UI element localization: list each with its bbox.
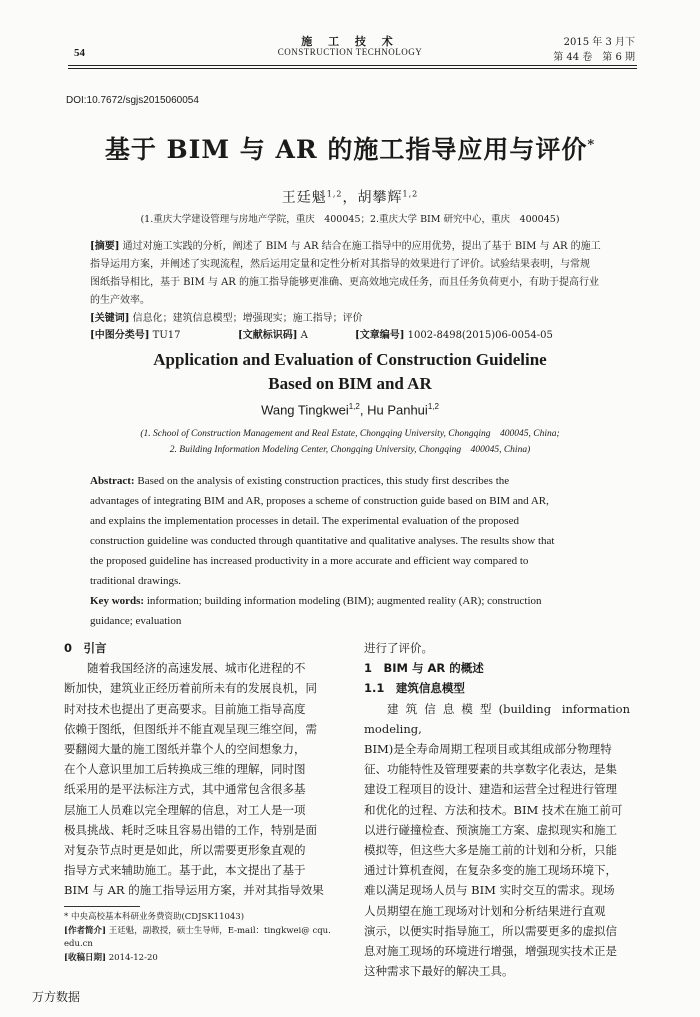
section-heading-1: 1 BIM 与 AR 的概述 (364, 661, 484, 676)
page-number: 54 (74, 47, 85, 59)
body-line: 指导方式来辅助施工。基于此，本文提出了基于 (64, 863, 306, 878)
authors-en: Wang Tingkwei$^{1,2}$, Hu Panhui$^{1,2}$ (261, 402, 439, 418)
section-heading-intro: 0 引言 (64, 641, 107, 655)
body-line: 随着我国经济的高速发展、城市化进程的不 (87, 661, 306, 676)
abstract-cn-line: [摘要] 通过对施工实践的分析，阐述了 BIM 与 AR 结合在施工指导中的应用优势，提出了基于 BIM 与 AR 的施工 (90, 241, 601, 252)
header-rule-thin (68, 68, 637, 69)
body-line: 和优化的过程、方法和技术。BIM 技术在施工前可 (364, 802, 623, 817)
body-line: 以进行碰撞检查、预演施工方案、虚拟现实和施工 (364, 822, 617, 837)
section-heading-1-1: 1.1 建筑信息模型 (364, 681, 465, 696)
title-cn (0, 130, 700, 166)
abstract-en-line: advantages of integrating BIM and AR, proposes a scheme of construction guide based on BIM and AR, (90, 495, 549, 507)
footnote-fund: * 中央高校基本科研业务费资助(CDJSK11043) (64, 912, 245, 922)
journal-name-cn: 施 工 技 术 (301, 35, 399, 48)
abstract-cn-label: [摘要] (90, 241, 120, 252)
abstract-en-line: the proposed guideline has increased productivity in a more accurate and efficient way compared to (90, 555, 529, 567)
wanfang-watermark: 万方数据 (32, 990, 81, 1004)
body-line: 进行了评价。 (364, 641, 433, 655)
body-line: 这种需求下最好的解决工具。 (364, 964, 514, 979)
footnote-rule (64, 906, 140, 907)
abstract-cn (90, 238, 615, 310)
body-line: 息对施工现场的环境进行增强，增强现实技术正是 (364, 944, 617, 959)
abstract-en-label: Abstract: (90, 475, 135, 487)
body-line: 演示，以便实时指导施工，所以需要更多的虚拟信 (364, 923, 617, 938)
body-line: 建筑信息模型(building information modeling, (364, 701, 630, 736)
keywords-cn (90, 310, 363, 328)
abstract-en-line: traditional drawings. (90, 575, 182, 587)
keywords-en-line: Key words: information; building information modeling (BIM); augmented reality (AR); construction (90, 595, 542, 607)
body-line: 人员期望在施工现场对计划和分析结果进行直观 (364, 903, 606, 918)
body-line: 依赖于图纸，但图纸并不能直观呈现三维空间，需 (64, 721, 317, 736)
affiliation-cn: (1.重庆大学建设管理与房地产学院，重庆 400045；2.重庆大学 BIM 研究中心，重庆 400045) (140, 214, 560, 225)
abstract-en (90, 471, 615, 631)
keywords-en-label: Key words: (90, 595, 145, 607)
abstract-en-line: construction guideline was conducted through quantitative and qualitative analyses. The results show that (90, 535, 555, 547)
header-rule (68, 65, 637, 66)
body-line: 建设工程项目的设计、建造和运营全过程进行管理 (364, 782, 617, 797)
body-right-column (364, 638, 630, 981)
body-line: 难以满足现场人员与 BIM 实时交互的需求。现场 (364, 883, 615, 898)
doi: DOI:10.7672/sgjs2015060054 (66, 95, 199, 106)
journal-name-en: CONSTRUCTION TECHNOLOGY (277, 47, 423, 57)
abstract-cn-line: 指导运用方案，并阐述了实现流程，然后运用定量和定性分析对其指导的效果进行了评价。试验结果表明，与常规 (90, 259, 590, 270)
title-cn-text: 基于 BIM 与 AR 的施工指导应用与评价 (104, 135, 588, 164)
abstract-en-line: Abstract: Based on the analysis of existing construction practices, this study first describes the (90, 475, 510, 487)
affiliation-en-line-1: (1. School of Construction Management and Real Estate, Chongqing University, Chongqing 400045, China; (140, 429, 560, 439)
author-name-en: Wang Tingkwei (261, 402, 349, 418)
affiliation-en-line-2: 2. Building Information Modeling Center, Chongqing University, Chongqing 400045, China) (169, 445, 531, 455)
abstract-en-line: and explains the implementation processes in detail. The experimental evaluation of the proposed (90, 515, 519, 527)
footnote-author-cont: edu.cn (64, 939, 93, 949)
authors-cn: 王廷魁$^{1,2}$，胡攀辉$^{1,2}$ (281, 189, 419, 206)
body-line: 征、功能特性及管理要素的共享数字化表达，是集 (364, 762, 617, 777)
title-footnote-mark: * (587, 137, 596, 153)
footnote-author: [作者简介] 王廷魁，副教授，硕士生导师，E-mail：tingkwei@ cqu. (64, 926, 331, 936)
author-affil-mark: 1,2 (427, 402, 439, 411)
author-affil-mark: 1,2 (402, 189, 419, 199)
author-name: 王廷魁 (281, 190, 327, 206)
body-line: 层施工人员难以完全理解的信息，对工人是一项 (64, 802, 306, 817)
footnote-received: [收稿日期] 2014-12-20 (64, 953, 158, 963)
keywords-cn-text: 信息化；建筑信息模型；增强现实；施工指导；评价 (132, 313, 363, 324)
body-line: 极具挑战、耗时乏味且容易出错的工作，特别是面 (64, 822, 317, 837)
body-line: 要翻阅大量的施工图纸并靠个人的空间想象力， (64, 742, 306, 757)
author-name: 胡攀辉 (357, 190, 403, 206)
body-line: 对复杂节点时更是如此，所以需要更形象直观的 (64, 843, 306, 858)
body-line: 模拟等，但这些大多是施工前的计划和分析，只能 (364, 843, 617, 858)
author-name-en: Hu Panhui (367, 402, 428, 418)
author-affil-mark: 1,2 (326, 189, 343, 199)
body-left-column (64, 638, 330, 901)
abstract-cn-line: 图纸指导相比，基于 BIM 与 AR 的施工指导能够更准确、更高效地完成任务，而且任务负荷更小，有助于提高行业 (90, 277, 600, 288)
body-line: 在个人意识里加工后转换成三维的理解，同时图 (64, 762, 306, 777)
article-number: [文章编号] 1002-8498(2015)06-0054-05 (355, 330, 553, 341)
body-line: BIM)是全寿命周期工程项目或其组成部分物理特 (364, 742, 612, 757)
body-line: 通过计算机查阅，在复杂多变的施工现场环境下， (364, 863, 617, 878)
body-line: BIM 与 AR 的施工指导运用方案，并对其指导效果 (64, 883, 324, 898)
author-affil-mark: 1,2 (348, 402, 360, 411)
issue-date: 2015 年 3 月下 (563, 37, 635, 48)
classification-row (90, 327, 615, 345)
keywords-en-line: guidance; evaluation (90, 615, 182, 627)
title-en-line-1: Application and Evaluation of Construction Guideline (153, 350, 547, 369)
body-line: 纸采用的是平法标注方式，其中通常包含很多基 (64, 782, 306, 797)
title-en-line-2: Based on BIM and AR (268, 374, 432, 393)
body-line: 断加快，建筑业正经历着前所未有的发展良机，同 (64, 681, 317, 696)
abstract-cn-line: 的生产效率。 (90, 295, 150, 306)
body-line: 时对技术也提出了更高要求。目前施工指导高度 (64, 701, 306, 716)
doc-code: [文献标识码] A (238, 330, 308, 341)
clc-number: [中图分类号] TU17 (90, 330, 181, 341)
issue-volume: 第 44 卷 第 6 期 (553, 52, 635, 63)
keywords-cn-label: [关键词] (90, 313, 130, 324)
